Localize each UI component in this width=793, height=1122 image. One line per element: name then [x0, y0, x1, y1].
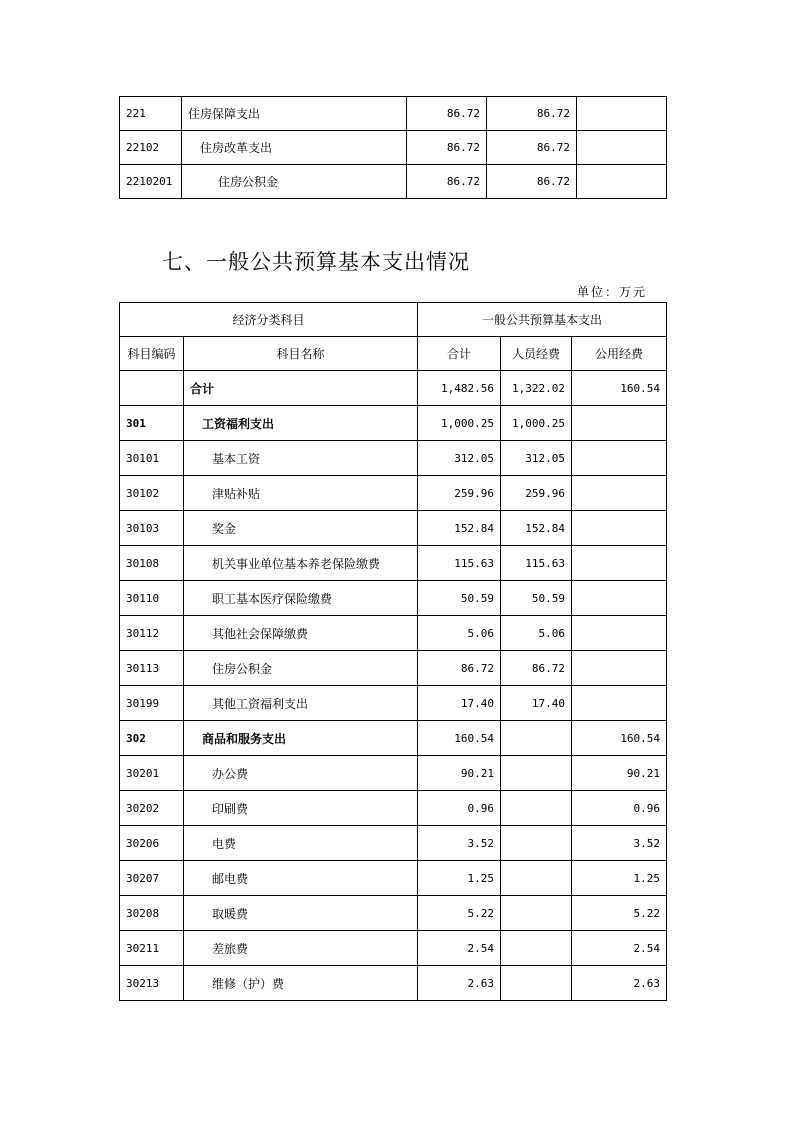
table-row [120, 826, 667, 861]
personnel-value [501, 756, 572, 791]
total-value: 1,482.56 [418, 371, 501, 406]
total-label: 合计 [184, 371, 418, 406]
public-value [572, 476, 667, 511]
public-value [572, 651, 667, 686]
subject-name: 住房公积金 [184, 651, 418, 686]
public-value: 160.54 [572, 371, 667, 406]
project-value [577, 165, 667, 199]
subject-name: 其他社会保障缴费 [184, 616, 418, 651]
total-value: 160.54 [418, 721, 501, 756]
subject-code: 30108 [120, 546, 184, 581]
personnel-value [501, 791, 572, 826]
subject-code: 30202 [120, 791, 184, 826]
personnel-value: 152.84 [501, 511, 572, 546]
total-value: 1.25 [418, 861, 501, 896]
public-value [572, 581, 667, 616]
total-value: 5.22 [418, 896, 501, 931]
table-row [120, 441, 667, 476]
table-row [120, 791, 667, 826]
table-row [120, 511, 667, 546]
personnel-value: 1,000.25 [501, 406, 572, 441]
subject-name: 取暖费 [184, 896, 418, 931]
public-value: 160.54 [572, 721, 667, 756]
header-personnel: 人员经费 [501, 337, 572, 371]
total-value: 86.72 [407, 131, 487, 165]
total-value: 1,000.25 [418, 406, 501, 441]
subject-code: 30213 [120, 966, 184, 1001]
project-value [577, 97, 667, 131]
total-value: 2.63 [418, 966, 501, 1001]
header-name: 科目名称 [184, 337, 418, 371]
subject-name: 机关事业单位基本养老保险缴费 [184, 546, 418, 581]
section-title: 七、一般公共预算基本支出情况 [162, 250, 470, 274]
subject-code: 30113 [120, 651, 184, 686]
subject-code: 301 [120, 406, 184, 441]
total-value: 115.63 [418, 546, 501, 581]
public-value: 0.96 [572, 791, 667, 826]
table-row [120, 546, 667, 581]
public-value: 5.22 [572, 896, 667, 931]
subject-code: 30112 [120, 616, 184, 651]
public-value [572, 406, 667, 441]
table-row [120, 651, 667, 686]
subject-code: 30206 [120, 826, 184, 861]
personnel-value [501, 896, 572, 931]
public-value: 2.54 [572, 931, 667, 966]
public-value [572, 686, 667, 721]
subject-name: 津贴补贴 [184, 476, 418, 511]
subject-name: 维修（护）费 [184, 966, 418, 1001]
personnel-value [501, 931, 572, 966]
total-value: 3.52 [418, 826, 501, 861]
total-value: 90.21 [418, 756, 501, 791]
subject-name: 邮电费 [184, 861, 418, 896]
header-code: 科目编码 [120, 337, 184, 371]
unit-label: 单位：万元 [577, 285, 648, 299]
basic-value: 86.72 [487, 131, 577, 165]
subject-code: 30208 [120, 896, 184, 931]
basic-expenditure-table [119, 302, 667, 1001]
subject-name: 住房改革支出 [182, 131, 407, 165]
subject-code: 2210201 [120, 165, 182, 199]
subject-code: 30201 [120, 756, 184, 791]
table-row [120, 131, 667, 165]
public-value: 90.21 [572, 756, 667, 791]
total-code [120, 371, 184, 406]
subject-name: 办公费 [184, 756, 418, 791]
public-value [572, 546, 667, 581]
header-public: 公用经费 [572, 337, 667, 371]
subject-name: 住房保障支出 [182, 97, 407, 131]
subject-name: 工资福利支出 [184, 406, 418, 441]
table-row [120, 476, 667, 511]
total-value: 152.84 [418, 511, 501, 546]
subject-name: 印刷费 [184, 791, 418, 826]
personnel-value [501, 861, 572, 896]
total-value: 50.59 [418, 581, 501, 616]
total-value: 0.96 [418, 791, 501, 826]
total-value: 86.72 [407, 165, 487, 199]
subject-name: 基本工资 [184, 441, 418, 476]
total-value: 86.72 [407, 97, 487, 131]
subject-name: 商品和服务支出 [184, 721, 418, 756]
header-basic-expenditure: 一般公共预算基本支出 [418, 303, 667, 337]
header-economic-category: 经济分类科目 [120, 303, 418, 337]
table-row [120, 406, 667, 441]
subject-code: 30199 [120, 686, 184, 721]
table-row [120, 581, 667, 616]
subject-code: 30207 [120, 861, 184, 896]
table-row [120, 165, 667, 199]
table-row [120, 931, 667, 966]
subject-name: 其他工资福利支出 [184, 686, 418, 721]
basic-value: 86.72 [487, 165, 577, 199]
personnel-value [501, 826, 572, 861]
personnel-value: 86.72 [501, 651, 572, 686]
public-value [572, 616, 667, 651]
table-row [120, 896, 667, 931]
subject-name: 电费 [184, 826, 418, 861]
project-value [577, 131, 667, 165]
total-value: 17.40 [418, 686, 501, 721]
subject-name: 奖金 [184, 511, 418, 546]
personnel-value [501, 721, 572, 756]
header-row-group [120, 303, 667, 337]
total-value: 86.72 [418, 651, 501, 686]
public-value [572, 511, 667, 546]
total-value: 259.96 [418, 476, 501, 511]
personnel-value [501, 966, 572, 1001]
subject-code: 30101 [120, 441, 184, 476]
personnel-value: 1,322.02 [501, 371, 572, 406]
public-value: 3.52 [572, 826, 667, 861]
public-value: 1.25 [572, 861, 667, 896]
personnel-value: 17.40 [501, 686, 572, 721]
public-value [572, 441, 667, 476]
table-row [120, 966, 667, 1001]
table-row [120, 861, 667, 896]
subject-code: 30110 [120, 581, 184, 616]
header-row-columns [120, 337, 667, 371]
personnel-value: 115.63 [501, 546, 572, 581]
public-value: 2.63 [572, 966, 667, 1001]
subject-name: 住房公积金 [182, 165, 407, 199]
subject-code: 30103 [120, 511, 184, 546]
subject-code: 30211 [120, 931, 184, 966]
table-row [120, 756, 667, 791]
personnel-value: 5.06 [501, 616, 572, 651]
table-row [120, 97, 667, 131]
subject-name: 差旅费 [184, 931, 418, 966]
basic-value: 86.72 [487, 97, 577, 131]
subject-code: 30102 [120, 476, 184, 511]
table-row [120, 721, 667, 756]
total-value: 2.54 [418, 931, 501, 966]
total-value: 5.06 [418, 616, 501, 651]
subject-code: 221 [120, 97, 182, 131]
subject-name: 职工基本医疗保险缴费 [184, 581, 418, 616]
total-value: 312.05 [418, 441, 501, 476]
top-expenditure-table [119, 96, 667, 199]
total-row [120, 371, 667, 406]
personnel-value: 50.59 [501, 581, 572, 616]
subject-code: 22102 [120, 131, 182, 165]
header-total: 合计 [418, 337, 501, 371]
table-row [120, 616, 667, 651]
personnel-value: 312.05 [501, 441, 572, 476]
personnel-value: 259.96 [501, 476, 572, 511]
subject-code: 302 [120, 721, 184, 756]
table-row [120, 686, 667, 721]
